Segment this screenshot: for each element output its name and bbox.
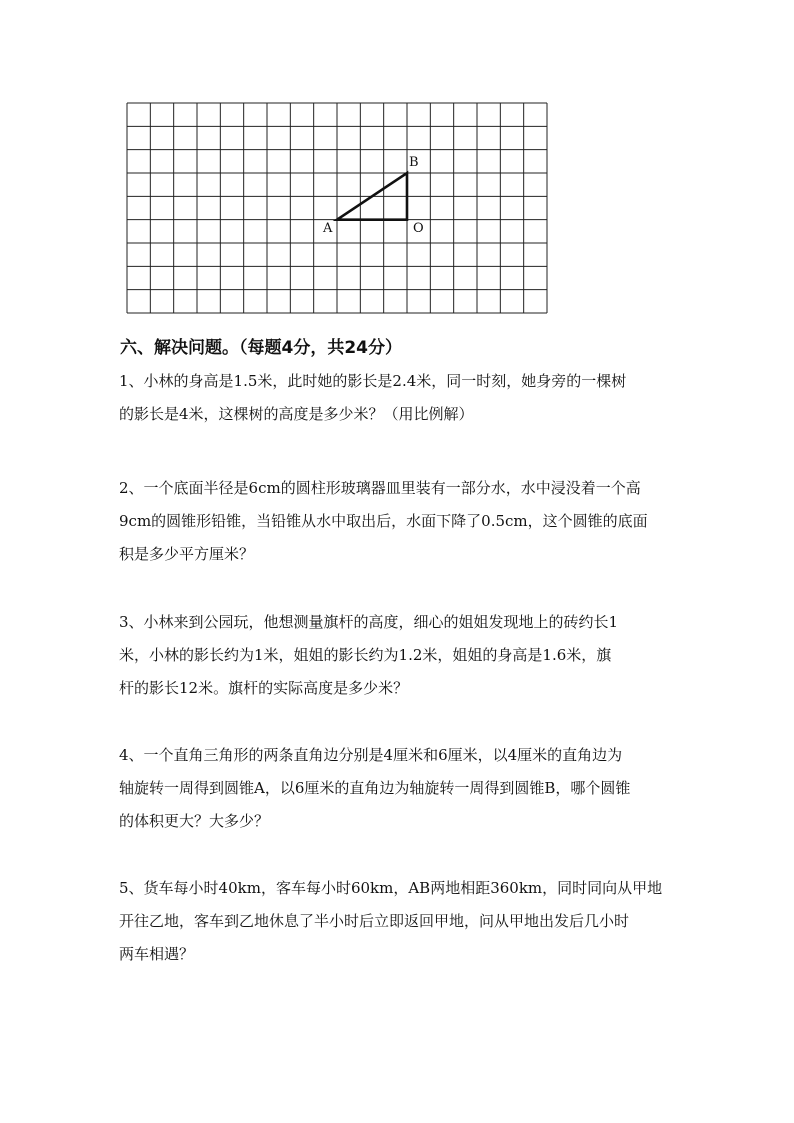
coordinate-grid-figure: [126, 102, 548, 314]
problem-line: 米，小林的影长约为1米，姐姐的影长约为1.2米，姐姐的身高是1.6米，旗: [119, 646, 612, 664]
point-label-o: O: [413, 220, 424, 236]
problem-line: 1、小林的身高是1.5米，此时她的影长是2.4米，同一时刻，她身旁的一棵树: [119, 372, 627, 390]
problem-line: 积是多少平方厘米？: [119, 545, 255, 563]
problem-line: 的体积更大？大多少？: [119, 812, 270, 830]
problem-line: 2、一个底面半径是6cm的圆柱形玻璃器皿里装有一部分水，水中浸没着一个高: [119, 479, 641, 497]
problem-3: [119, 609, 679, 708]
point-label-a: A: [323, 220, 333, 236]
problem-line: 5、货车每小时40km，客车每小时60km，AB两地相距360km，同时同向从甲地: [119, 879, 663, 897]
grid-svg: [126, 102, 548, 314]
point-label-b: B: [409, 155, 419, 170]
problem-line: 开往乙地，客车到乙地休息了半小时后立即返回甲地，问从甲地出发后几小时: [119, 912, 630, 930]
problem-5: [119, 875, 679, 974]
problem-line: 轴旋转一周得到圆锥A，以6厘米的直角边为轴旋转一周得到圆锥B，哪个圆锥: [119, 779, 631, 797]
section-title: 六、解决问题。（每题4分，共24分）: [120, 338, 402, 358]
problem-4: [119, 742, 679, 841]
problem-line: 的影长是4米，这棵树的高度是多少米？（用比例解）: [119, 405, 474, 423]
problem-2: [119, 475, 679, 574]
problem-line: 两车相遇？: [119, 945, 195, 963]
problem-line: 9cm的圆锥形铅锥，当铅锥从水中取出后，水面下降了0.5cm，这个圆锥的底面: [119, 512, 648, 530]
problem-1: [119, 368, 679, 434]
problem-line: 4、一个直角三角形的两条直角边分别是4厘米和6厘米，以4厘米的直角边为: [119, 746, 623, 764]
problem-line: 杆的影长12米。旗杆的实际高度是多少米？: [119, 679, 409, 697]
problem-line: 3、小林来到公园玩，他想测量旗杆的高度，细心的姐姐发现地上的砖约长1: [119, 613, 619, 631]
